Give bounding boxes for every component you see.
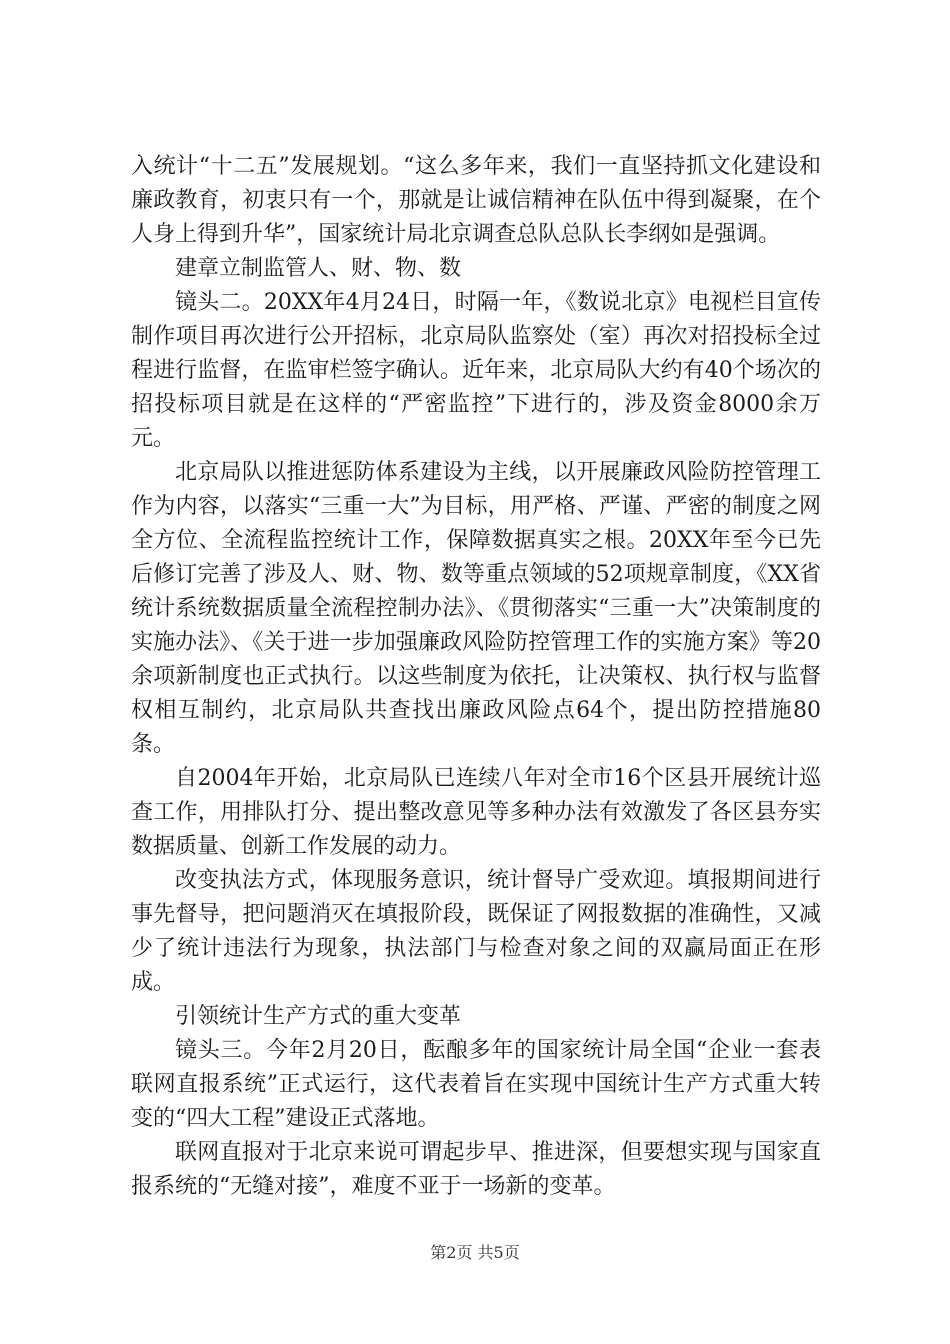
document-body	[131, 150, 821, 1204]
paragraph-1: 入统计“十二五”发展规划。“这么多年来，我们一直坚持抓文化建设和廉政教育，初衷只有一个，那就是让诚信精神在队伍中得到凝聚，在个人身上得到升华”，国家统计局北京调查总队总队长李纲如是强调。	[131, 154, 821, 247]
paragraph-5: 改变执法方式，体现服务意识，统计督导广受欢迎。填报期间进行事先督导，把问题消灭在填报阶段，既保证了网报数据的准确性，又减少了统计违法行为现象，执法部门与检查对象之间的双赢局面正在形成。	[131, 868, 821, 995]
paragraph-2: 镜头二。20XX年4月24日，时隔一年，《数说北京》电视栏目宣传制作项目再次进行公开招标，北京局队监察处（室）再次对招投标全过程进行监督，在监审栏签字确认。近年来，北京局队大约有40个场次的招投标项目就是在这样的“严密监控”下进行的，涉及资金8000余万元。	[131, 290, 822, 451]
section-heading-1: 建章立制监管人、财、物、数	[175, 256, 462, 281]
paragraph-4: 自2004年开始，北京局队已连续八年对全市16个区县开展统计巡查工作，用排队打分、提出整改意见等多种办法有效激发了各区县夯实数据质量、创新工作发展的动力。	[131, 766, 821, 859]
paragraph-7: 联网直报对于北京来说可谓起步早、推进深，但要想实现与国家直报系统的“无缝对接”，难度不亚于一场新的变革。	[131, 1140, 821, 1199]
page-number: 第2页 共5页	[430, 1243, 520, 1262]
section-heading-2: 引领统计生产方式的重大变革	[175, 1004, 462, 1029]
page-footer	[0, 1240, 950, 1263]
paragraph-6: 镜头三。今年2月20日，酝酿多年的国家统计局全国“企业一套表联网直报系统”正式运行，这代表着旨在实现中国统计生产方式重大转变的“四大工程”建设正式落地。	[131, 1038, 821, 1131]
paragraph-3: 北京局队以推进惩防体系建设为主线，以开展廉政风险防控管理工作为内容，以落实“三重一大”为目标，用严格、严谨、严密的制度之网全方位、全流程监控统计工作，保障数据真实之根。20XX年至今已先后修订完善了涉及人、财、物、数等重点领域的52项规章制度，《XX省统计系统数据质量全流程控制办法》、《贯彻落实“三重一大”决策制度的实施办法》、《关于进一步加强廉政风险防控管理工作的实施方案》等20余项新制度也正式执行。以这些制度为依托，让决策权、执行权与监督权相互制约，北京局队共查找出廉政风险点64个，提出防控措施80条。	[131, 460, 821, 757]
